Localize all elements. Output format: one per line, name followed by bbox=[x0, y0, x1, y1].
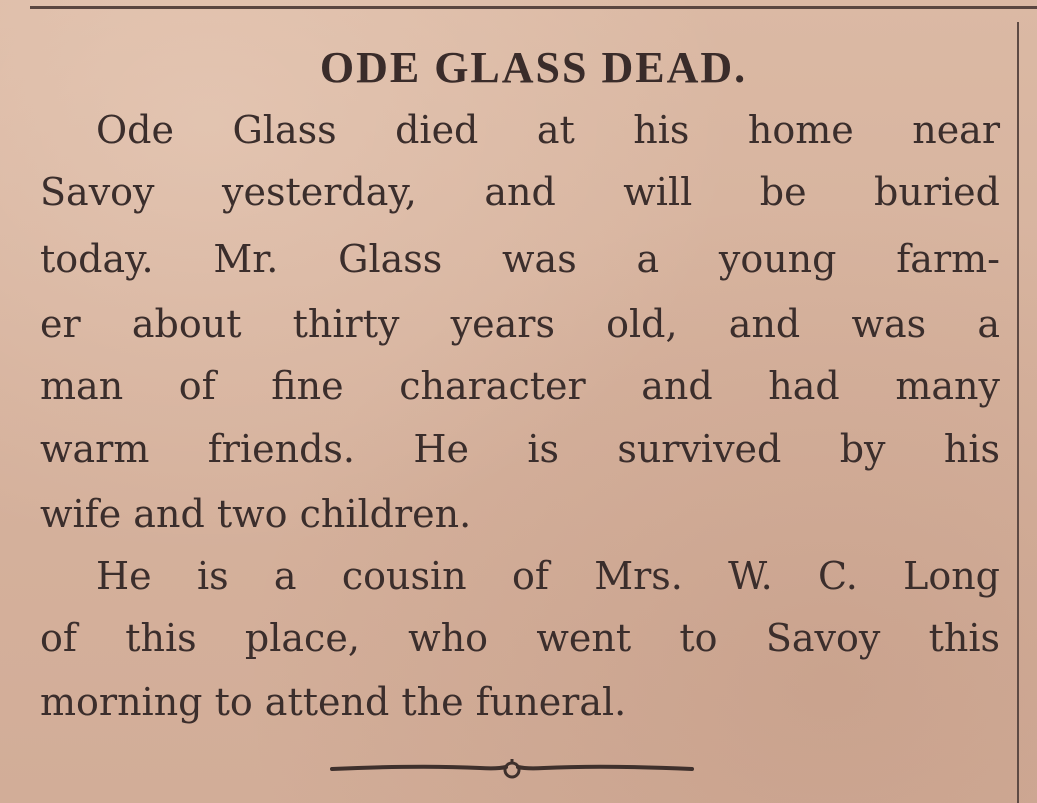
body-line: He is a cousin of Mrs. W. C. Long bbox=[96, 554, 1000, 598]
body-line: er about thirty years old, and was a bbox=[40, 302, 1000, 346]
top-column-rule bbox=[30, 0, 1037, 9]
body-line: of this place, who went to Savoy this bbox=[40, 616, 1000, 660]
right-column-rule bbox=[1017, 22, 1019, 803]
headline: ODE GLASS DEAD. bbox=[319, 43, 748, 92]
body-line: Ode Glass died at his home near bbox=[96, 108, 1000, 152]
body-line: Savoy yesterday, and will be buried bbox=[40, 170, 1000, 214]
ornamental-divider-icon bbox=[330, 755, 694, 783]
body-line: wife and two children. bbox=[40, 492, 472, 536]
body-line: morning to attend the funeral. bbox=[40, 680, 627, 724]
body-line: warm friends. He is survived by his bbox=[40, 427, 1000, 471]
body-line: today. Mr. Glass was a young farm- bbox=[40, 237, 1000, 281]
body-line: man of fine character and had many bbox=[40, 364, 1000, 408]
